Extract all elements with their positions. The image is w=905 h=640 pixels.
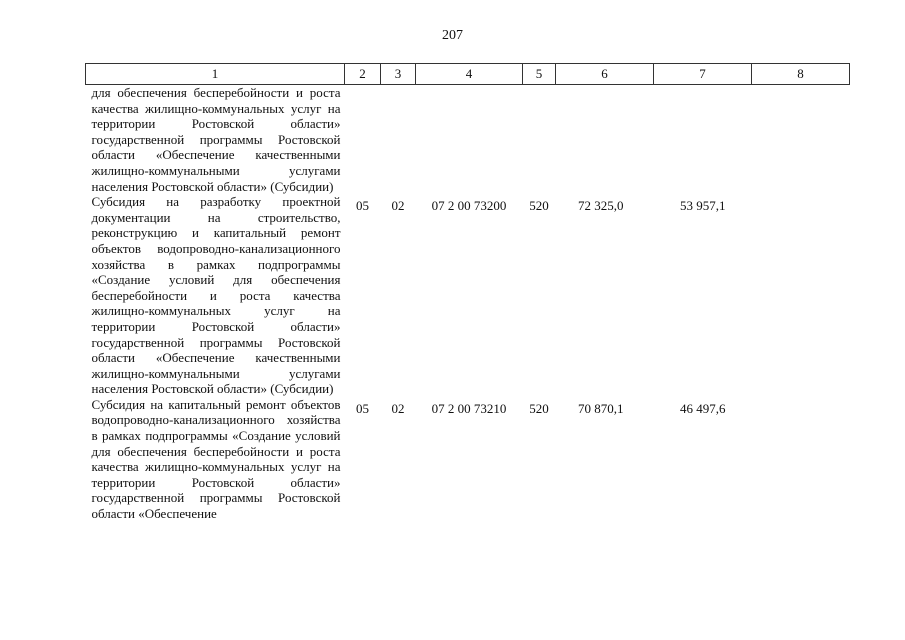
cell-subsection: 02 [391,198,405,214]
column-header-8: 8 [752,64,850,85]
cell-expense-type [523,85,556,195]
column-header-1: 1 [86,64,345,85]
cell-amount-6: 70 870,1 [578,400,624,416]
column-header-2: 2 [345,64,381,85]
page-number: 207 [442,28,463,43]
cell-target-article: 07 2 00 73200 [431,198,507,214]
row-description: для обеспечения бесперебойности и роста качества жилищно-коммунальных услуг на территории Ростовской области» государственной программы Ростовской области «Обеспечение качественными жилищно-коммунальными услугами населения Ростовской области» (Субсидии) [91,85,341,194]
cell-target-article: 07 2 00 73210 [431,400,507,416]
cell-target-article [416,85,523,195]
cell-amount-6: 72 325,0 [578,198,624,214]
cell-amount-7: 46 497,6 [680,400,726,416]
cell-amount-8 [752,397,850,522]
column-header-7: 7 [654,64,752,85]
column-header-6: 6 [556,64,654,85]
table-row [86,397,850,522]
column-header-3: 3 [381,64,416,85]
cell-section: 05 [356,400,369,416]
cell-amount-8 [752,85,850,195]
column-header-5: 5 [523,64,556,85]
budget-table [85,63,850,522]
row-description: Субсидия на разработку проектной документации на строительство, реконструкцию и капитальный ремонт объектов водопроводно-канализационного хозяйства в рамках подпрограммы «Создание условий для обеспечения бесперебойности и роста качества жилищно-коммунальных услуг на территории Ростовской области» государственной программы Ростовской области «Обеспечение качественными жилищно-коммунальными услугами населения Ростовской области» (Субсидии) [91,194,341,397]
cell-amount-7: 53 957,1 [680,198,726,214]
cell-amount-7 [654,85,752,195]
column-header-4: 4 [416,64,523,85]
cell-section [345,85,381,195]
cell-expense-type: 520 [529,400,549,416]
cell-section: 05 [356,198,369,214]
table-row [86,85,850,195]
cell-subsection [381,85,416,195]
row-description: Субсидия на капитальный ремонт объектов водопроводно-канализационного хозяйства в рамках подпрограммы «Создание условий для обеспечения бесперебойности и роста качества жилищно-коммунальных услуг на территории Ростовской области» государственной программы Ростовской области «Обеспечение [91,396,341,522]
cell-subsection: 02 [391,400,405,416]
cell-expense-type: 520 [529,198,549,214]
table-row [86,194,850,397]
header-row [86,64,850,85]
cell-amount-6 [556,85,654,195]
cell-amount-8 [752,194,850,397]
